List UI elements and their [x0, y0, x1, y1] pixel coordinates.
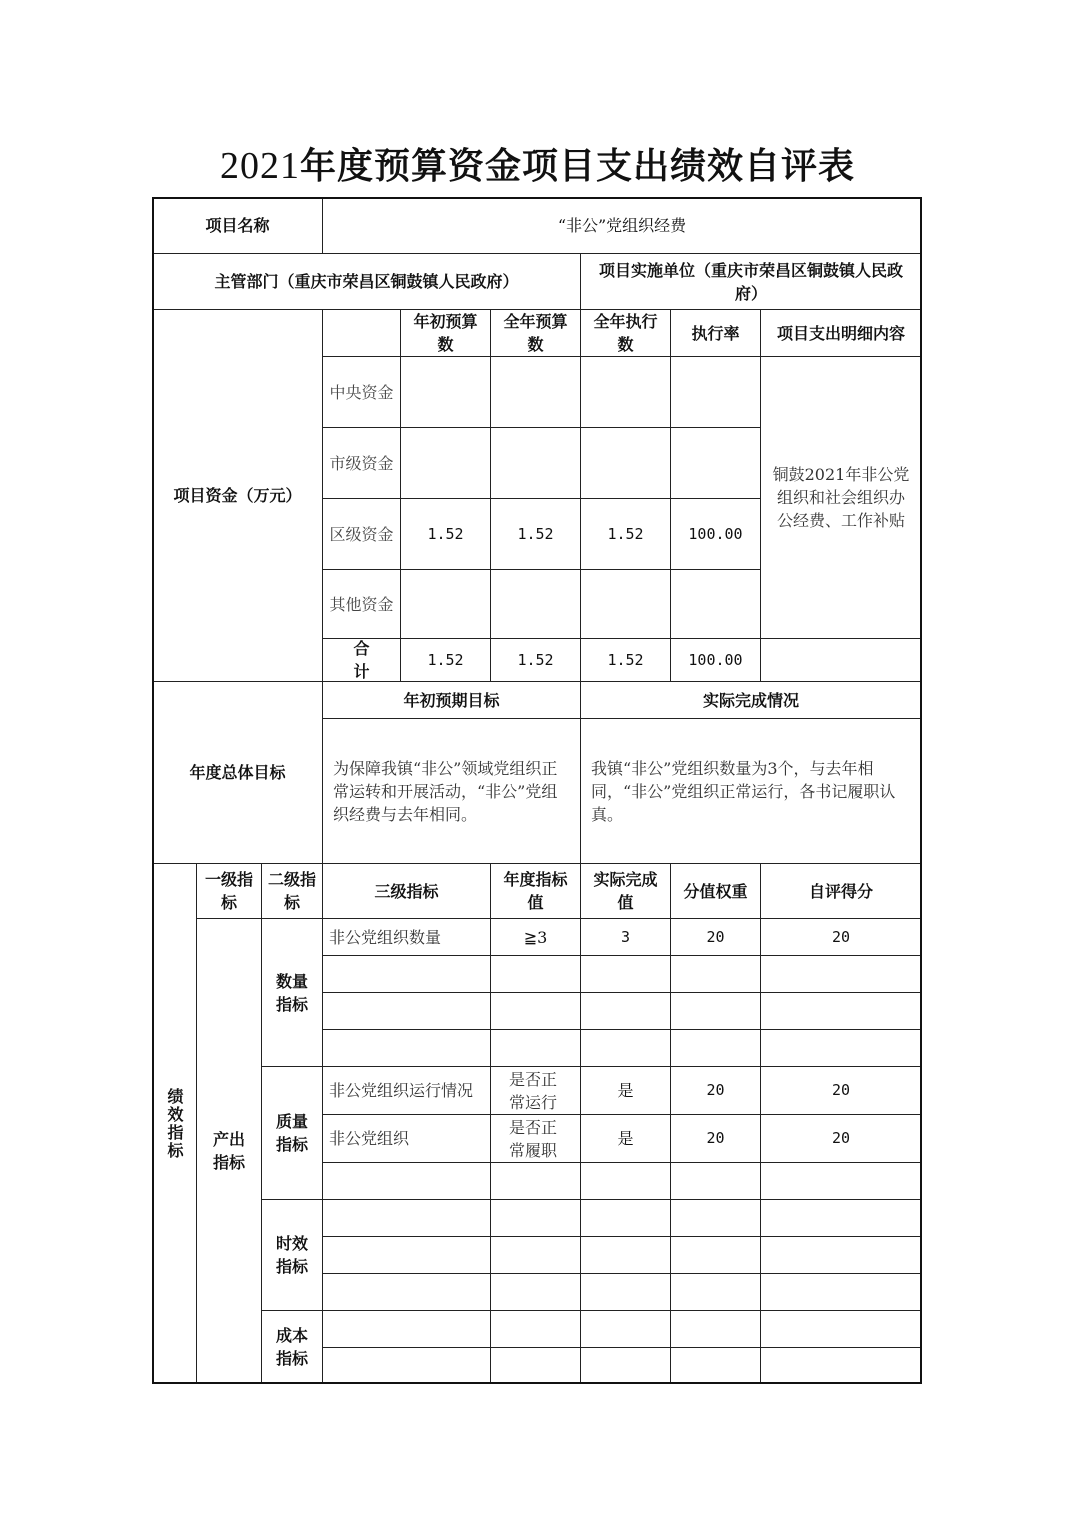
goal-actual-header: 实际完成情况 — [580, 681, 922, 719]
perf-header-level2: 二级指标 — [261, 863, 323, 919]
perf-group-quantity: 数量指标 — [261, 918, 323, 1067]
perf-empty — [490, 992, 581, 1030]
fund-cell: 1.52 — [400, 498, 491, 570]
funds-header-detail: 项目支出明细内容 — [760, 309, 922, 357]
dept-label: 主管部门（重庆市荣昌区铜鼓镇人民政府） — [152, 253, 581, 310]
perf-empty — [760, 1347, 922, 1384]
perf-empty — [322, 1347, 491, 1384]
perf-header-actual: 实际完成值 — [580, 863, 671, 919]
perf-empty — [580, 1029, 671, 1067]
perf-empty — [580, 1162, 671, 1200]
perf-target: ≧3 — [490, 918, 581, 956]
fund-detail: 铜鼓2021年非公党组织和社会组织办公经费、工作补贴 — [760, 356, 922, 639]
perf-empty — [580, 1273, 671, 1311]
perf-empty — [490, 1273, 581, 1311]
perf-empty — [580, 992, 671, 1030]
perf-group-timeliness: 时效指标 — [261, 1199, 323, 1311]
perf-empty — [760, 992, 922, 1030]
funds-header-initial: 年初预算数 — [400, 309, 491, 357]
fund-total-label: 合计 — [322, 638, 401, 682]
perf-empty — [580, 1347, 671, 1384]
perf-level1-output: 产出指标 — [196, 918, 262, 1384]
fund-cell — [400, 569, 491, 639]
perf-empty — [760, 955, 922, 993]
funds-label: 项目资金（万元） — [152, 309, 323, 682]
fund-row-name: 市级资金 — [322, 427, 401, 499]
perf-indicator: 非公党组织数量 — [322, 918, 491, 956]
fund-cell — [490, 427, 581, 499]
fund-detail-blank — [760, 638, 922, 682]
perf-empty — [580, 1310, 671, 1348]
perf-empty — [322, 992, 491, 1030]
fund-row-name: 区级资金 — [322, 498, 401, 570]
perf-empty — [490, 1236, 581, 1274]
fund-total-cell: 1.52 — [490, 638, 581, 682]
fund-cell — [670, 427, 761, 499]
perf-empty — [580, 1199, 671, 1237]
perf-label: 绩效指标 — [152, 863, 197, 1384]
perf-weight: 20 — [670, 1066, 761, 1115]
project-name-value: “非公”党组织经费 — [322, 197, 922, 254]
perf-empty — [670, 955, 761, 993]
perf-empty — [322, 1273, 491, 1311]
perf-weight: 20 — [670, 918, 761, 956]
fund-cell — [670, 569, 761, 639]
goal-actual-text: 我镇“非公”党组织数量为3个，与去年相同，“非公”党组织正常运行，各书记履职认真。 — [580, 718, 922, 864]
perf-empty — [670, 1236, 761, 1274]
perf-empty — [490, 1310, 581, 1348]
fund-cell — [580, 569, 671, 639]
fund-cell — [490, 569, 581, 639]
perf-group-quality: 质量指标 — [261, 1066, 323, 1200]
perf-empty — [760, 1310, 922, 1348]
funds-header-rate: 执行率 — [670, 309, 761, 357]
perf-empty — [760, 1029, 922, 1067]
fund-cell — [580, 427, 671, 499]
perf-empty — [670, 1162, 761, 1200]
project-name-label: 项目名称 — [152, 197, 323, 254]
perf-empty — [670, 1273, 761, 1311]
fund-row-name: 其他资金 — [322, 569, 401, 639]
funds-header-executed: 全年执行数 — [580, 309, 671, 357]
perf-score: 20 — [760, 1066, 922, 1115]
perf-empty — [490, 1347, 581, 1384]
perf-group-cost: 成本指标 — [261, 1310, 323, 1384]
perf-score: 20 — [760, 1114, 922, 1163]
goal-label: 年度总体目标 — [152, 681, 323, 864]
fund-total-cell: 1.52 — [580, 638, 671, 682]
perf-actual: 3 — [580, 918, 671, 956]
perf-empty — [490, 955, 581, 993]
goal-plan-text: 为保障我镇“非公”领域党组织正常运转和开展活动，“非公”党组织经费与去年相同。 — [322, 718, 581, 864]
perf-header-level3: 三级指标 — [322, 863, 491, 919]
funds-header-annual: 全年预算数 — [490, 309, 581, 357]
perf-target: 是否正常履职 — [490, 1114, 581, 1163]
perf-empty — [670, 992, 761, 1030]
fund-cell: 1.52 — [580, 498, 671, 570]
fund-cell — [670, 356, 761, 428]
perf-target: 是否正常运行 — [490, 1066, 581, 1115]
impl-unit-label: 项目实施单位（重庆市荣昌区铜鼓镇人民政府） — [580, 253, 922, 310]
perf-actual: 是 — [580, 1114, 671, 1163]
perf-empty — [580, 1236, 671, 1274]
perf-score: 20 — [760, 918, 922, 956]
perf-weight: 20 — [670, 1114, 761, 1163]
perf-indicator: 非公党组织运行情况 — [322, 1066, 491, 1115]
perf-empty — [322, 1236, 491, 1274]
perf-empty — [670, 1347, 761, 1384]
perf-header-level1: 一级指标 — [196, 863, 262, 919]
perf-empty — [670, 1310, 761, 1348]
perf-empty — [670, 1199, 761, 1237]
perf-empty — [760, 1199, 922, 1237]
perf-empty — [760, 1236, 922, 1274]
fund-cell: 100.00 — [670, 498, 761, 570]
fund-total-cell: 1.52 — [400, 638, 491, 682]
perf-empty — [490, 1199, 581, 1237]
page-title: 2021年度预算资金项目支出绩效自评表 — [219, 145, 855, 187]
fund-cell — [580, 356, 671, 428]
fund-row-name: 中央资金 — [322, 356, 401, 428]
perf-empty — [322, 1310, 491, 1348]
goal-plan-header: 年初预期目标 — [322, 681, 581, 719]
perf-empty — [322, 1199, 491, 1237]
perf-actual: 是 — [580, 1066, 671, 1115]
perf-empty — [322, 1029, 491, 1067]
perf-indicator: 非公党组织 — [322, 1114, 491, 1163]
perf-header-score: 自评得分 — [760, 863, 922, 919]
fund-total-cell: 100.00 — [670, 638, 761, 682]
perf-empty — [322, 955, 491, 993]
fund-cell — [490, 356, 581, 428]
perf-empty — [490, 1162, 581, 1200]
perf-empty — [760, 1273, 922, 1311]
perf-header-weight: 分值权重 — [670, 863, 761, 919]
perf-empty — [670, 1029, 761, 1067]
fund-cell: 1.52 — [490, 498, 581, 570]
perf-empty — [580, 955, 671, 993]
perf-empty — [322, 1162, 491, 1200]
perf-empty — [490, 1029, 581, 1067]
funds-header-blank — [322, 309, 401, 357]
perf-empty — [760, 1162, 922, 1200]
fund-cell — [400, 427, 491, 499]
fund-cell — [400, 356, 491, 428]
perf-header-target: 年度指标值 — [490, 863, 581, 919]
